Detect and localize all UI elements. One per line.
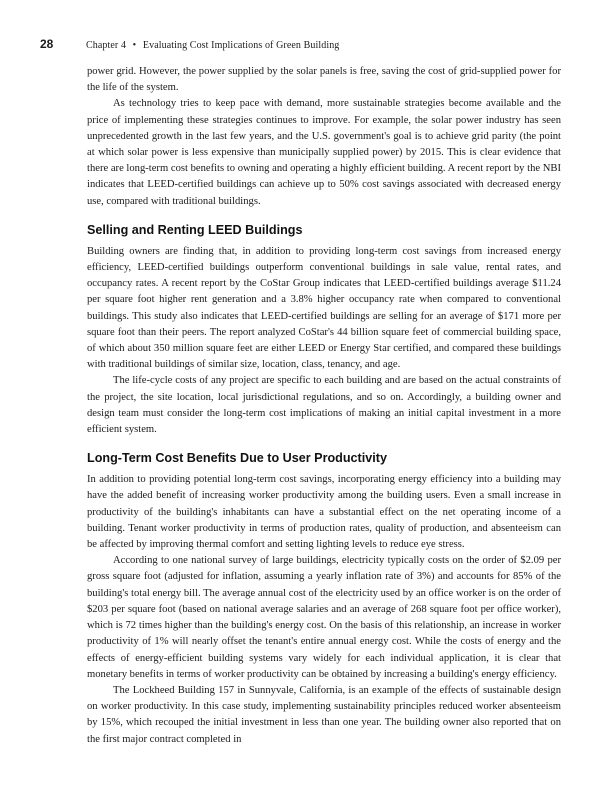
chapter-label: Chapter 4 [86,40,127,51]
chapter-title: Evaluating Cost Implications of Green Building [142,40,340,51]
section-heading: Selling and Renting LEED Buildings [87,222,303,237]
paragraph: In addition to providing potential long-term cost savings, incorporating energy efficiency into a building may have the added benefit of increasing worker productivity among the building users. Even a small increase in productivity of the building's inhabitants can have a substantial effect on the net operating income of a building. Tenant worker productivity in terms of production rates, quality of production, and absenteeism can be affected by improving thermal comfort and setting lighting levels to reduce eye stress. [87,474,561,551]
header-separator: • [132,40,137,51]
paragraph: Building owners are finding that, in addition to providing long-term cost savings from increased energy efficiency, LEED-certified buildings outperform conventional buildings in sale value, rental rates, and occupancy rates. A recent report by the CoStar Group indicates that LEED-certified buildings average $11.24 per square foot higher rent generation and a 3.8% higher occupancy rate when compared to conventional buildings. This study also indicates that LEED-certified buildings are selling for an average of $171 more per square foot than their peers. The report analyzed CoStar's 44 billion square feet of commercial building space, of which about 350 million square feet are either LEED or Energy Star certified, and compared these buildings with traditional buildings of similar size, location, class, tenancy, and age. [87,245,561,371]
paragraph: The life-cycle costs of any project are specific to each building and are based on the actual constraints of the project, the site location, local jurisdictional regulations, and so on. Accordingly, a building owner and design team must consider the long-term cost implications of making an initial capital investment in a more efficient system. [87,375,561,436]
page-number: 28 [40,37,54,51]
paragraph: power grid. However, the power supplied by the solar panels is free, saving the cost of grid-supplied power for the life of the system. [87,66,561,94]
paragraph: According to one national survey of large buildings, electricity typically costs on the order of $2.09 per gross square foot (adjusted for inflation, assuming a yearly inflation rate of 3%) and accounts for 85% of the building's total energy bill. The average annual cost of the electricity used by an office worker is on the order of $203 per square foot (based on national average salaries and an average of 268 square foot per office worker), which is 72 times higher than the building's energy cost. On the basis of this relationship, an increase in worker productivity of 1% will nearly offset the tenant's entire annual energy cost. While the costs of energy and the effects of energy-efficient building systems vary widely for each individual application, it is clear that monetary benefits in terms of worker productivity can be obtained by increasing a building's energy efficiency. [87,555,561,680]
page-body [87,64,561,748]
paragraph: The Lockheed Building 157 in Sunnyvale, California, is an example of the effects of sustainable design on worker productivity. In this case study, implementing sustainability principles reduced worker absenteeism by 15%, which recouped the initial investment in less than one year. The building owner also reported that on the first major contract completed in [87,684,561,745]
paragraph: As technology tries to keep pace with demand, more sustainable strategies become available and the price of implementing these strategies continues to improve. For example, the solar power industry has seen unprecedented growth in the last few years, and the U.S. government's goal is to achieve grid parity (the point at which solar power is less expensive than municipally supplied power) by 2015. This is clear evidence that there are long-term cost benefits to owning and operating a highly efficient building. A recent report by the NBI indicates that LEED-certified buildings can achieve up to 50% cost savings associated with decreased energy use, compared with traditional buildings. [87,98,561,207]
section-heading: Long-Term Cost Benefits Due to User Productivity [87,451,387,466]
running-header [40,37,565,51]
running-head [86,40,339,51]
